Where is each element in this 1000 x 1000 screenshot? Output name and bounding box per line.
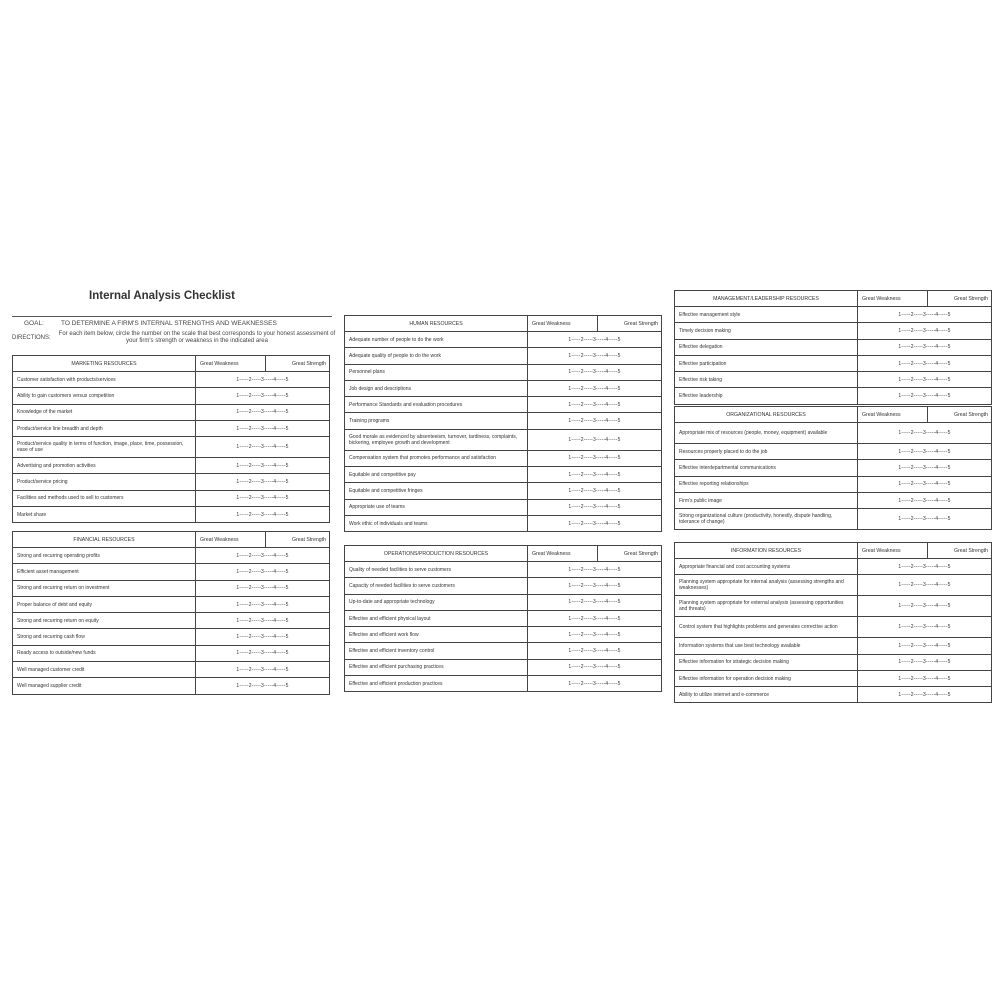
checklist-item: Equitable and competitive fringes — [345, 483, 528, 499]
checklist-row — [13, 564, 330, 580]
checklist-row — [13, 372, 330, 388]
checklist-row — [675, 559, 992, 575]
checklist-row — [345, 578, 662, 594]
checklist-row — [345, 643, 662, 659]
checklist-item: Facilities and methods used to sell to customers — [13, 490, 196, 506]
great-strength-header: Great Strength — [598, 546, 662, 562]
section-title: MANAGEMENT/LEADERSHIP RESOURCES — [675, 291, 858, 307]
great-strength-header: Great Strength — [928, 291, 992, 307]
rating-scale[interactable]: 1-----2-----3-----4-----5 — [196, 420, 330, 436]
checklist-row — [345, 397, 662, 413]
checklist-row — [675, 372, 992, 388]
checklist-row — [675, 307, 992, 323]
rating-scale[interactable]: 1-----2-----3-----4-----5 — [196, 629, 330, 645]
checklist-row — [675, 476, 992, 492]
checklist-item: Appropriate financial and cost accounting systems — [675, 559, 858, 575]
rating-scale[interactable]: 1-----2-----3-----4-----5 — [528, 483, 662, 499]
checklist-row — [13, 474, 330, 490]
directions-row — [12, 331, 337, 345]
checklist-row — [13, 548, 330, 564]
checklist-row — [13, 629, 330, 645]
checklist-item: Effective and efficient inventory control — [345, 643, 528, 659]
rating-scale[interactable]: 1-----2-----3-----4-----5 — [196, 580, 330, 596]
checklist-row — [13, 490, 330, 506]
goal-row — [12, 320, 277, 327]
section-title: MARKETING RESOURCES — [13, 356, 196, 372]
checklist-row — [675, 617, 992, 638]
management-table — [674, 290, 992, 405]
rating-scale[interactable]: 1-----2-----3-----4-----5 — [528, 413, 662, 429]
rating-scale[interactable]: 1-----2-----3-----4-----5 — [528, 676, 662, 692]
checklist-item: Timely decision making — [675, 323, 858, 339]
section-header-row — [675, 407, 992, 423]
rating-scale[interactable]: 1-----2-----3-----4-----5 — [196, 662, 330, 678]
checklist-row — [13, 613, 330, 629]
great-strength-header: Great Strength — [598, 316, 662, 332]
great-weakness-header: Great Weakness — [858, 407, 928, 423]
rating-scale[interactable]: 1-----2-----3-----4-----5 — [858, 355, 992, 371]
rating-scale[interactable]: 1-----2-----3-----4-----5 — [858, 596, 992, 617]
rating-scale[interactable]: 1-----2-----3-----4-----5 — [858, 423, 992, 444]
rating-scale[interactable]: 1-----2-----3-----4-----5 — [528, 348, 662, 364]
rating-scale[interactable]: 1-----2-----3-----4-----5 — [858, 460, 992, 476]
great-weakness-header: Great Weakness — [858, 291, 928, 307]
checklist-item: Effective and efficient production practices — [345, 676, 528, 692]
checklist-row — [13, 645, 330, 661]
checklist-item: Product/service pricing — [13, 474, 196, 490]
checklist-item: Product/service quality in terms of function, image, place, time, possession, ease of use — [13, 437, 196, 458]
checklist-row — [13, 437, 330, 458]
checklist-item: Effective information for strategic decision making — [675, 654, 858, 670]
information-table — [674, 542, 992, 703]
checklist-item: Strong and recurring return on equity — [13, 613, 196, 629]
section-header-row — [13, 532, 330, 548]
checklist-row — [675, 687, 992, 703]
checklist-row — [345, 380, 662, 396]
checklist-row — [345, 348, 662, 364]
rating-scale[interactable]: 1-----2-----3-----4-----5 — [196, 613, 330, 629]
rating-scale[interactable]: 1-----2-----3-----4-----5 — [528, 332, 662, 348]
checklist-row — [13, 580, 330, 596]
checklist-item: Effective risk taking — [675, 372, 858, 388]
checklist-item: Firm's public image — [675, 492, 858, 508]
checklist-row — [675, 423, 992, 444]
checklist-row — [675, 444, 992, 460]
rating-scale[interactable]: 1-----2-----3-----4-----5 — [858, 323, 992, 339]
directions-text: For each item below, circle the number on the scale that best corresponds to your honest assessment of your firm's strength or weakness in the indicated area — [58, 331, 336, 344]
checklist-item: Performance Standards and evaluation procedures — [345, 397, 528, 413]
checklist-row — [345, 499, 662, 515]
checklist-row — [345, 515, 662, 531]
section-title: HUMAN RESOURCES — [345, 316, 528, 332]
rating-scale[interactable]: 1-----2-----3-----4-----5 — [196, 645, 330, 661]
great-weakness-header: Great Weakness — [528, 316, 598, 332]
checklist-item: Planning system appropriate for internal analysis (assessing strengths and weaknesses) — [675, 575, 858, 596]
checklist-row — [345, 429, 662, 450]
checklist-row — [13, 678, 330, 694]
checklist-item: Equitable and competitive pay — [345, 467, 528, 483]
checklist-row — [13, 420, 330, 436]
checklist-row — [345, 467, 662, 483]
rating-scale[interactable]: 1-----2-----3-----4-----5 — [858, 372, 992, 388]
checklist-row — [675, 339, 992, 355]
rating-scale[interactable]: 1-----2-----3-----4-----5 — [528, 499, 662, 515]
checklist-row — [13, 596, 330, 612]
rating-scale[interactable]: 1-----2-----3-----4-----5 — [528, 594, 662, 610]
rating-scale[interactable]: 1-----2-----3-----4-----5 — [196, 564, 330, 580]
checklist-item: Effective delegation — [675, 339, 858, 355]
checklist-item: Adequate number of people to do the work — [345, 332, 528, 348]
rating-scale[interactable]: 1-----2-----3-----4-----5 — [858, 617, 992, 638]
rating-scale[interactable]: 1-----2-----3-----4-----5 — [858, 509, 992, 530]
checklist-item: Effective interdepartmental communications — [675, 460, 858, 476]
checklist-item: Effective and efficient purchasing practices — [345, 659, 528, 675]
checklist-item: Knowledge of the market — [13, 404, 196, 420]
checklist-item: Market share — [13, 507, 196, 523]
checklist-row — [345, 332, 662, 348]
checklist-row — [675, 355, 992, 371]
rating-scale[interactable]: 1-----2-----3-----4-----5 — [528, 643, 662, 659]
rating-scale[interactable]: 1-----2-----3-----4-----5 — [196, 548, 330, 564]
rating-scale[interactable]: 1-----2-----3-----4-----5 — [528, 610, 662, 626]
checklist-item: Efficient asset management — [13, 564, 196, 580]
checklist-row — [13, 458, 330, 474]
checklist-row — [675, 509, 992, 530]
checklist-item: Work ethic of individuals and teams — [345, 515, 528, 531]
checklist-item: Resources properly placed to do the job — [675, 444, 858, 460]
checklist-item: Personnel plans — [345, 364, 528, 380]
checklist-item: Compensation system that promotes performance and satisfaction — [345, 450, 528, 466]
title-divider — [12, 316, 332, 317]
great-weakness-header: Great Weakness — [196, 532, 266, 548]
checklist-item: Strong and recurring operating profits — [13, 548, 196, 564]
checklist-row — [13, 507, 330, 523]
rating-scale[interactable]: 1-----2-----3-----4-----5 — [858, 575, 992, 596]
organizational-table — [674, 406, 992, 530]
rating-scale[interactable]: 1-----2-----3-----4-----5 — [528, 578, 662, 594]
rating-scale[interactable]: 1-----2-----3-----4-----5 — [858, 670, 992, 686]
goal-label: GOAL: — [24, 320, 44, 327]
great-weakness-header: Great Weakness — [528, 546, 598, 562]
section-title: ORGANIZATIONAL RESOURCES — [675, 407, 858, 423]
checklist-row — [675, 670, 992, 686]
checklist-row — [345, 483, 662, 499]
rating-scale[interactable]: 1-----2-----3-----4-----5 — [196, 388, 330, 404]
section-title: FINANCIAL RESOURCES — [13, 532, 196, 548]
rating-scale[interactable]: 1-----2-----3-----4-----5 — [858, 492, 992, 508]
checklist-row — [13, 404, 330, 420]
rating-scale[interactable]: 1-----2-----3-----4-----5 — [196, 372, 330, 388]
checklist-item: Control system that highlights problems and generates corrective action — [675, 617, 858, 638]
checklist-row — [345, 450, 662, 466]
checklist-row — [675, 388, 992, 404]
checklist-item: Strong and recurring return on investment — [13, 580, 196, 596]
checklist-item: Strong and recurring cash flow — [13, 629, 196, 645]
rating-scale[interactable]: 1-----2-----3-----4-----5 — [858, 559, 992, 575]
operations-table — [344, 545, 662, 692]
rating-scale[interactable]: 1-----2-----3-----4-----5 — [528, 515, 662, 531]
rating-scale[interactable]: 1-----2-----3-----4-----5 — [858, 388, 992, 404]
checklist-item: Effective and efficient physical layout — [345, 610, 528, 626]
checklist-item: Up-to-date and appropriate technology — [345, 594, 528, 610]
rating-scale[interactable]: 1-----2-----3-----4-----5 — [858, 339, 992, 355]
rating-scale[interactable]: 1-----2-----3-----4-----5 — [858, 654, 992, 670]
checklist-row — [675, 638, 992, 654]
page-title: Internal Analysis Checklist — [89, 290, 235, 302]
checklist-item: Effective participation — [675, 355, 858, 371]
financial-table — [12, 531, 330, 695]
rating-scale[interactable]: 1-----2-----3-----4-----5 — [528, 467, 662, 483]
checklist-row — [345, 364, 662, 380]
checklist-item: Product/service line breadth and depth — [13, 420, 196, 436]
checklist-item: Effective information for operation decision making — [675, 670, 858, 686]
section-header-row — [345, 546, 662, 562]
checklist-item: Ready access to outside/new funds — [13, 645, 196, 661]
checklist-item: Job design and descriptions — [345, 380, 528, 396]
checklist-item: Appropriate use of teams — [345, 499, 528, 515]
checklist-item: Well managed customer credit — [13, 662, 196, 678]
section-header-row — [345, 316, 662, 332]
checklist-item: Quality of needed facilities to serve customers — [345, 562, 528, 578]
great-weakness-header: Great Weakness — [858, 543, 928, 559]
checklist-item: Ability to utilize internet and e-commerce — [675, 687, 858, 703]
rating-scale[interactable]: 1-----2-----3-----4-----5 — [858, 476, 992, 492]
directions-label: DIRECTIONS: — [12, 335, 51, 341]
checklist-row — [675, 460, 992, 476]
rating-scale[interactable]: 1-----2-----3-----4-----5 — [528, 627, 662, 643]
rating-scale[interactable]: 1-----2-----3-----4-----5 — [528, 429, 662, 450]
great-strength-header: Great Strength — [266, 532, 330, 548]
section-title: INFORMATION RESOURCES — [675, 543, 858, 559]
checklist-item: Good morale as evidenced by absenteeism, turnover, tardiness, complaints, bickering, employee growth and development — [345, 429, 528, 450]
section-header-row — [675, 543, 992, 559]
checklist-row — [675, 492, 992, 508]
rating-scale[interactable]: 1-----2-----3-----4-----5 — [858, 638, 992, 654]
checklist-row — [345, 659, 662, 675]
rating-scale[interactable]: 1-----2-----3-----4-----5 — [528, 380, 662, 396]
rating-scale[interactable]: 1-----2-----3-----4-----5 — [528, 364, 662, 380]
section-header-row — [675, 291, 992, 307]
checklist-item: Well managed supplier credit — [13, 678, 196, 694]
rating-scale[interactable]: 1-----2-----3-----4-----5 — [528, 659, 662, 675]
checklist-item: Advertising and promotion activities — [13, 458, 196, 474]
checklist-item: Planning system appropriate for external analysis (assessing opportunities and threats) — [675, 596, 858, 617]
checklist-row — [345, 610, 662, 626]
rating-scale[interactable]: 1-----2-----3-----4-----5 — [528, 562, 662, 578]
checklist-item: Capacity of needed facilities to serve customers — [345, 578, 528, 594]
rating-scale[interactable]: 1-----2-----3-----4-----5 — [858, 444, 992, 460]
great-strength-header: Great Strength — [928, 543, 992, 559]
checklist-item: Effective reporting relationships — [675, 476, 858, 492]
checklist-row — [345, 562, 662, 578]
checklist-item: Ability to gain customers versus competition — [13, 388, 196, 404]
rating-scale[interactable]: 1-----2-----3-----4-----5 — [196, 437, 330, 458]
checklist-item: Effective management style — [675, 307, 858, 323]
goal-text: TO DETERMINE A FIRM'S INTERNAL STRENGTHS AND WEAKNESSES — [61, 320, 277, 327]
checklist-item: Effective leadership — [675, 388, 858, 404]
checklist-row — [345, 676, 662, 692]
great-strength-header: Great Strength — [928, 407, 992, 423]
rating-scale[interactable]: 1-----2-----3-----4-----5 — [858, 307, 992, 323]
human-table — [344, 315, 662, 532]
checklist-row — [345, 413, 662, 429]
checklist-item: Information systems that use best technology available — [675, 638, 858, 654]
great-strength-header: Great Strength — [266, 356, 330, 372]
checklist-row — [345, 594, 662, 610]
checklist-row — [13, 662, 330, 678]
section-header-row — [13, 356, 330, 372]
rating-scale[interactable]: 1-----2-----3-----4-----5 — [528, 397, 662, 413]
checklist-item: Training programs — [345, 413, 528, 429]
checklist-row — [13, 388, 330, 404]
checklist-item: Strong organizational culture (productivity, honestly, dispute handling, tolerance of change) — [675, 509, 858, 530]
checklist-item: Effective and efficient work flow — [345, 627, 528, 643]
rating-scale[interactable]: 1-----2-----3-----4-----5 — [196, 490, 330, 506]
rating-scale[interactable]: 1-----2-----3-----4-----5 — [528, 450, 662, 466]
rating-scale[interactable]: 1-----2-----3-----4-----5 — [196, 404, 330, 420]
checklist-row — [675, 596, 992, 617]
section-title: OPERATIONS/PRODUCTION RESOURCES — [345, 546, 528, 562]
marketing-table — [12, 355, 330, 523]
rating-scale[interactable]: 1-----2-----3-----4-----5 — [196, 507, 330, 523]
checklist-row — [345, 627, 662, 643]
checklist-row — [675, 323, 992, 339]
checklist-item: Customer satisfaction with products/services — [13, 372, 196, 388]
checklist-item: Adequate quality of people to do the work — [345, 348, 528, 364]
checklist-item: Appropriate mix of resources (people, money, equipment) available — [675, 423, 858, 444]
rating-scale[interactable]: 1-----2-----3-----4-----5 — [858, 687, 992, 703]
checklist-row — [675, 654, 992, 670]
rating-scale[interactable]: 1-----2-----3-----4-----5 — [196, 678, 330, 694]
rating-scale[interactable]: 1-----2-----3-----4-----5 — [196, 596, 330, 612]
rating-scale[interactable]: 1-----2-----3-----4-----5 — [196, 474, 330, 490]
checklist-row — [675, 575, 992, 596]
great-weakness-header: Great Weakness — [196, 356, 266, 372]
checklist-item: Proper balance of debt and equity — [13, 596, 196, 612]
rating-scale[interactable]: 1-----2-----3-----4-----5 — [196, 458, 330, 474]
